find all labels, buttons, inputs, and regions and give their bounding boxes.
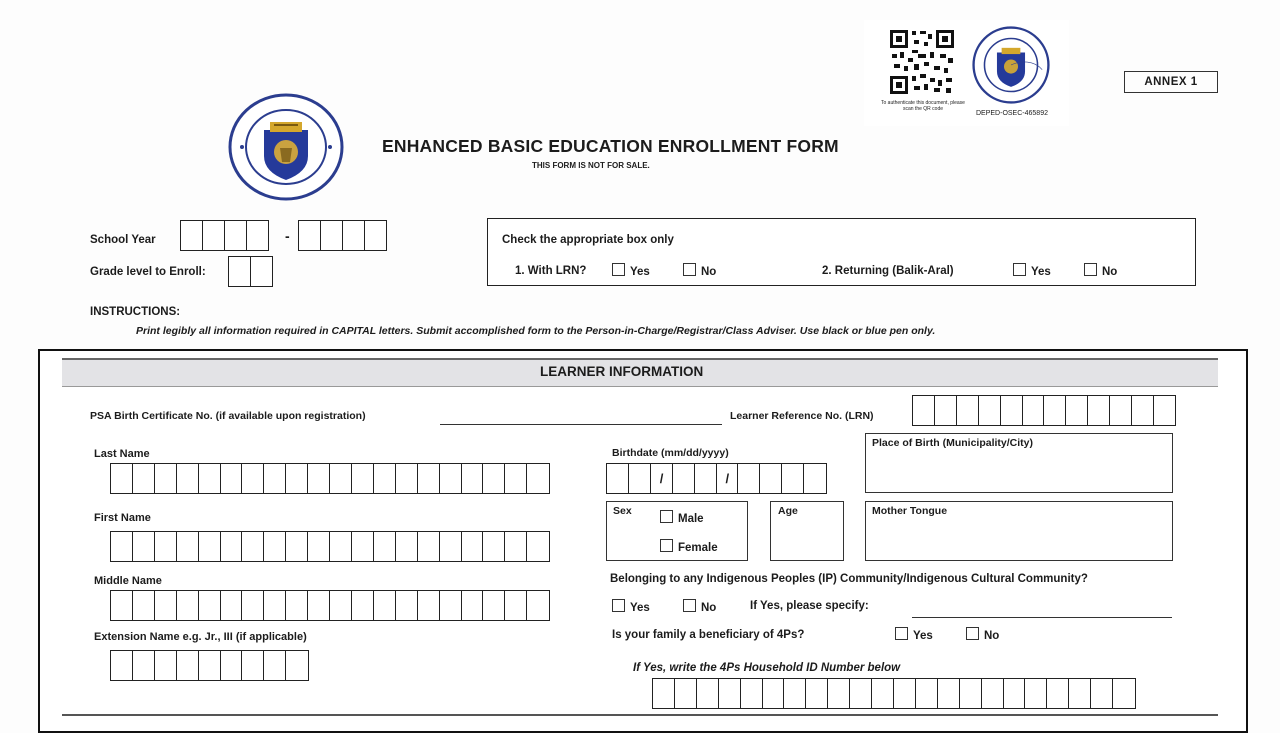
lrn-label: Learner Reference No. (LRN) <box>730 410 874 422</box>
birthdate-boxes[interactable] <box>606 463 825 494</box>
psa-label: PSA Birth Certificate No. (if available upon registration) <box>90 410 366 422</box>
fourps-no-option[interactable]: No <box>966 627 999 642</box>
fourps-household-id-boxes[interactable] <box>652 678 1134 709</box>
place-of-birth-label: Place of Birth (Municipality/City) <box>872 437 1034 449</box>
checkbox[interactable] <box>895 627 908 640</box>
deped-seal-icon <box>226 92 346 202</box>
school-year-end-boxes[interactable] <box>298 220 386 251</box>
instructions-text: Print legibly all information required in CAPITAL letters. Submit accomplished form to the Person-in-Charge/Registrar/Class Adviser. Use black or blue pen only. <box>136 325 936 337</box>
check-panel-title: Check the appropriate box only <box>502 234 674 246</box>
last-name-boxes[interactable] <box>110 463 548 494</box>
grade-level-label: Grade level to Enroll: <box>90 266 206 278</box>
bottom-divider <box>62 714 1218 716</box>
annex-label: ANNEX 1 <box>1124 71 1218 93</box>
returning-question: 2. Returning (Balik-Aral) <box>822 265 954 277</box>
qr-caption: To authenticate this document, please scan the QR code <box>881 100 965 112</box>
first-name-boxes[interactable] <box>110 531 548 562</box>
checkbox[interactable] <box>612 599 625 612</box>
ip-question: Belonging to any Indigenous Peoples (IP) Community/Indigenous Cultural Community? <box>610 573 1088 585</box>
age-label: Age <box>778 505 798 517</box>
returning-yes[interactable]: Yes <box>1013 263 1051 278</box>
sex-female-option[interactable]: Female <box>660 539 718 554</box>
extension-name-boxes[interactable] <box>110 650 307 681</box>
ip-specify-field[interactable] <box>912 603 1172 618</box>
lrn-boxes[interactable] <box>912 395 1175 426</box>
last-name-label: Last Name <box>94 448 150 460</box>
school-year-dash: - <box>285 228 290 244</box>
mother-tongue-label: Mother Tongue <box>872 505 948 517</box>
school-year-start-boxes[interactable] <box>180 220 268 251</box>
ip-yes-option[interactable]: Yes <box>612 599 650 614</box>
extension-name-label: Extension Name e.g. Jr., III (if applicable) <box>94 631 307 643</box>
deped-seal-small-icon <box>972 26 1050 104</box>
returning-no[interactable]: No <box>1084 263 1117 278</box>
ip-no-option[interactable]: No <box>683 599 716 614</box>
psa-field[interactable] <box>440 410 722 425</box>
checkbox[interactable] <box>1013 263 1026 276</box>
sex-male-option[interactable]: Male <box>660 510 704 525</box>
sex-label: Sex <box>613 505 632 517</box>
fourps-id-label: If Yes, write the 4Ps Household ID Number below <box>633 662 901 674</box>
checkbox[interactable] <box>612 263 625 276</box>
learner-section-title: LEARNER INFORMATION <box>540 364 704 379</box>
date-separator: / <box>716 463 740 494</box>
birthdate-label: Birthdate (mm/dd/yyyy) <box>612 447 729 459</box>
document-code: DEPED-OSEC-465892 <box>976 110 1048 117</box>
qr-code-icon <box>888 28 956 96</box>
middle-name-boxes[interactable] <box>110 590 548 621</box>
school-year-label: School Year <box>90 234 156 246</box>
instructions-heading: INSTRUCTIONS: <box>90 306 181 318</box>
fourps-yes-option[interactable]: Yes <box>895 627 933 642</box>
first-name-label: First Name <box>94 512 151 524</box>
with-lrn-question: 1. With LRN? <box>515 265 587 277</box>
with-lrn-yes[interactable]: Yes <box>612 263 650 278</box>
checkbox[interactable] <box>660 539 673 552</box>
ip-specify-label: If Yes, please specify: <box>750 600 869 612</box>
checkbox[interactable] <box>683 263 696 276</box>
date-separator: / <box>650 463 674 494</box>
form-subtitle: THIS FORM IS NOT FOR SALE. <box>532 161 650 170</box>
checkbox[interactable] <box>660 510 673 523</box>
authentication-block <box>864 20 1069 126</box>
with-lrn-no[interactable]: No <box>683 263 716 278</box>
grade-level-boxes[interactable] <box>228 256 272 287</box>
checkbox[interactable] <box>966 627 979 640</box>
checkbox[interactable] <box>1084 263 1097 276</box>
checkbox[interactable] <box>683 599 696 612</box>
form-title: ENHANCED BASIC EDUCATION ENROLLMENT FORM <box>382 136 839 156</box>
fourps-question: Is your family a beneficiary of 4Ps? <box>612 629 805 641</box>
middle-name-label: Middle Name <box>94 575 162 587</box>
